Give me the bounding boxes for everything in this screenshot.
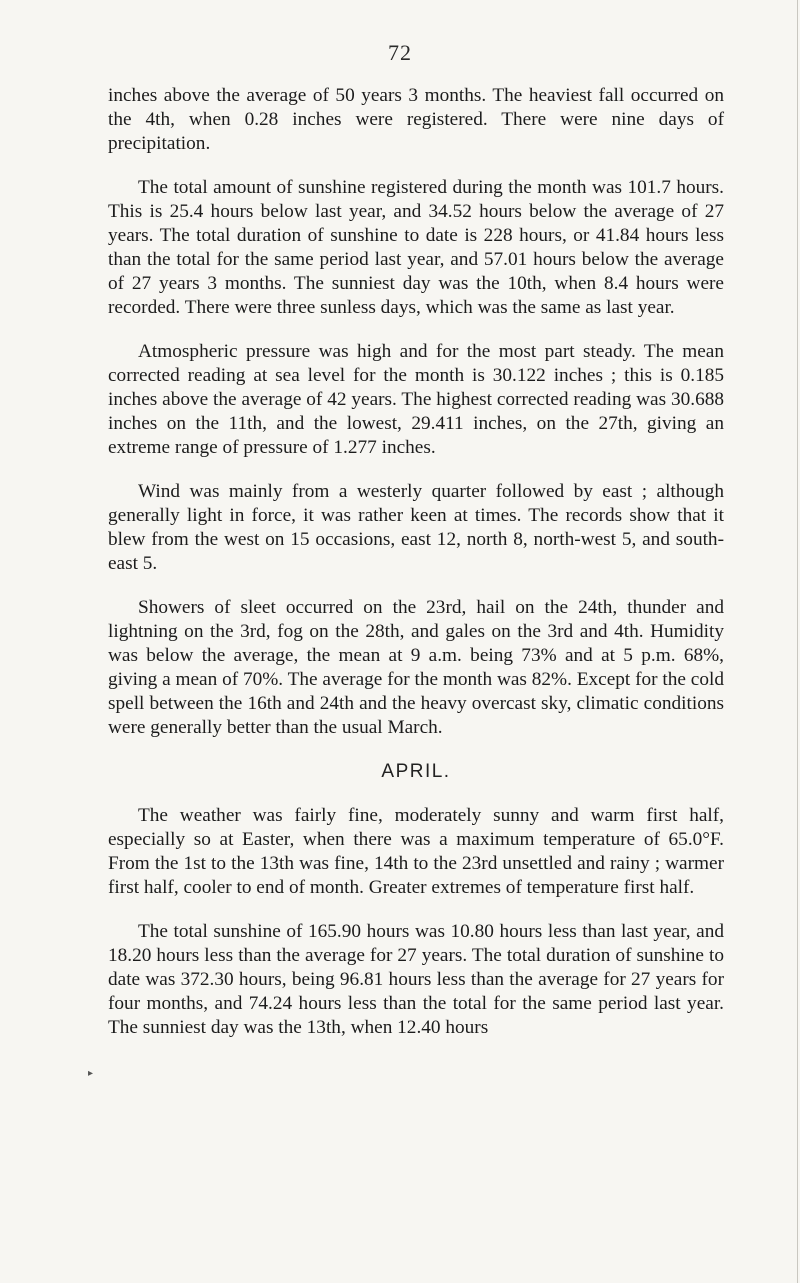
body-text bbox=[108, 84, 724, 1040]
page-number: 72 bbox=[388, 40, 412, 65]
paragraph-wind: Wind was mainly from a westerly quarter followed by east ; although generally light in force, it was rather keen at times. The records show that it blew from the west on 15 occasions, east 12, north 8, north-west 5, and south-east 5. bbox=[108, 481, 724, 574]
paragraph-rainfall: inches above the average of 50 years 3 months. The heaviest fall occurred on the 4th, when 0.28 inches were registered. There were nine days of precipitation. bbox=[108, 85, 724, 154]
paragraph-weather-events: Showers of sleet occurred on the 23rd, hail on the 24th, thunder and lightning on the 3rd, fog on the 28th, and gales on the 3rd and 4th. Humidity was below the average, the mean at 9 a.m. being 73% and at 5 p.m. 68%, giving a mean of 70%. The average for the month was 82%. Except for the cold spell between the 16th and 24th and the heavy overcast sky, climatic conditions were generally better than the usual March. bbox=[108, 597, 724, 738]
stray-mark: ▸ bbox=[88, 1068, 94, 1079]
section-heading-april: APRIL. bbox=[381, 761, 451, 782]
paragraph-sunshine: The total amount of sunshine registered during the month was 101.7 hours. This is 25.4 hours below last year, and 34.52 hours below the average of 27 years. The total duration of sunshine to date is 228 hours, or 41.84 hours less than the total for the same period last year, and 57.01 hours below the average of 27 years 3 months. The sunniest day was the 10th, when 8.4 hours were recorded. There were three sunless days, which was the same as last year. bbox=[108, 177, 724, 318]
paragraph-april-sunshine: The total sunshine of 165.90 hours was 10.80 hours less than last year, and 18.20 hours less than the average for 27 years. The total duration of sunshine to date was 372.30 hours, being 96.81 hours less than the average for 27 years for four months, and 74.24 hours less than the total for the same period last year. The sunniest day was the 13th, when 12.40 hours bbox=[108, 921, 724, 1038]
paragraph-april-weather: The weather was fairly fine, moderately sunny and warm first half, especially so at Easter, when there was a maximum temperature of 65.0°F. From the 1st to the 13th was fine, 14th to the 23rd unsettled and rainy ; warmer first half, cooler to end of month. Greater extremes of temperature first half. bbox=[108, 805, 724, 898]
paragraph-pressure: Atmospheric pressure was high and for the most part steady. The mean corrected reading at sea level for the month is 30.122 inches ; this is 0.185 inches above the average of 42 years. The highest corrected reading was 30.688 inches on the 11th, and the lowest, 29.411 inches, on the 27th, giving an extreme range of pressure of 1.277 inches. bbox=[108, 341, 724, 458]
page-edge-line bbox=[797, 0, 798, 1283]
